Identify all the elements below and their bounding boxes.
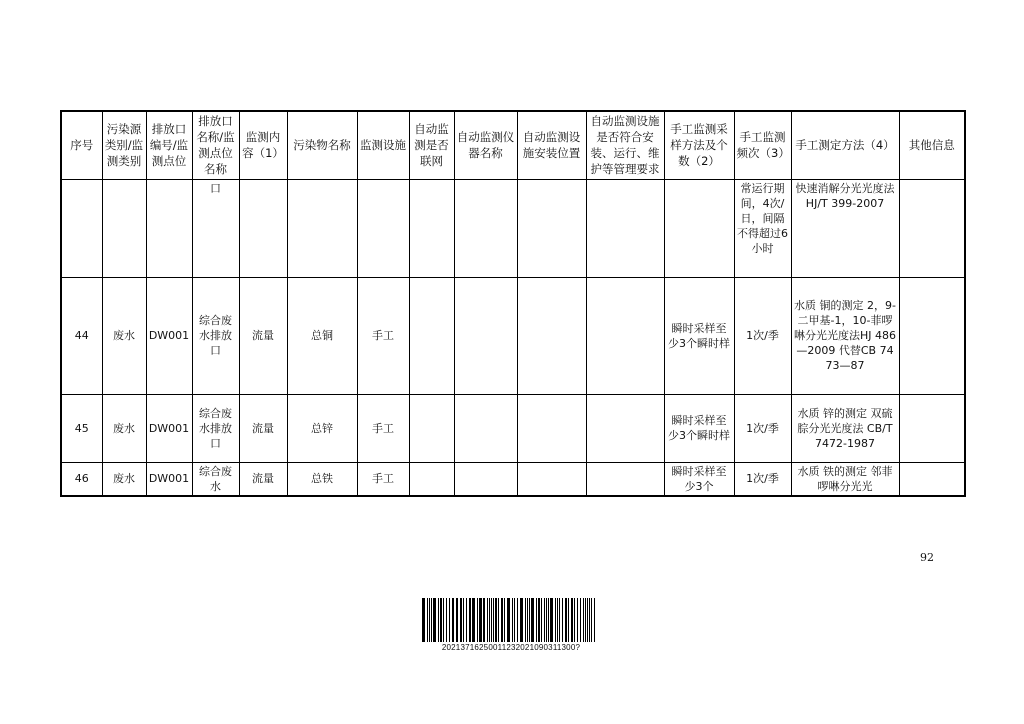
table-cell [517,277,586,394]
table-cell [357,179,409,277]
barcode-bar [571,598,573,642]
barcode-bar [594,598,595,642]
barcode-bar [507,598,510,642]
barcode-bars [420,598,602,642]
barcode-bar [429,598,430,642]
table-cell-method: 水质 铁的测定 邻菲啰啉分光光 [791,462,899,496]
table-row [61,462,965,496]
table-cell-method: 水质 锌的测定 双硫腙分光光度法 CB/T 7472-1987 [791,394,899,462]
header-row [61,111,965,179]
table-cell [454,462,517,496]
table-cell-category: 废水 [102,277,146,394]
barcode-bar [495,598,497,642]
table-cell [517,179,586,277]
table-cell-frequency: 1次/季 [734,394,791,462]
barcode-bar [479,598,482,642]
barcode-bar [562,598,563,642]
table-cell-no: 45 [61,394,102,462]
table-cell [586,179,664,277]
barcode-bar [440,598,442,642]
table-cell-other [899,277,965,394]
table-row [61,394,965,462]
barcode-bar [491,598,492,642]
barcode-bar [544,598,545,642]
table-cell [899,179,965,277]
header-cell: 监测内容（1） [239,111,287,179]
barcode-bar [577,598,578,642]
header-cell: 手工监测频次（3） [734,111,791,179]
barcode-bar [527,598,528,642]
barcode-bar [433,598,436,642]
barcode-bar [514,598,515,642]
header-cell: 序号 [61,111,102,179]
table-cell-outlet-name: 综合废水 [192,462,239,496]
barcode-bar [463,598,464,642]
table-cell [409,394,454,462]
barcode-bar [472,598,475,642]
page-number: 92 [920,551,934,564]
monitoring-table [60,110,966,497]
table-cell-frequency: 常运行期间，4次/日，间隔不得超过6小时 [734,179,791,277]
header-cell: 排放口编号/监测点位 [146,111,192,179]
barcode-bar [501,598,503,642]
table-cell-sampling: 瞬时采样至少3个瞬时样 [664,277,734,394]
table-cell [409,277,454,394]
table-cell [146,179,192,277]
table-cell [409,179,454,277]
barcode-bar [469,598,471,642]
table-row [61,277,965,394]
barcode-bar [536,598,537,642]
barcode-bar [422,598,425,642]
table-cell-other [899,394,965,462]
barcode-bar [546,598,547,642]
barcode-bar [504,598,505,642]
table-cell-content: 流量 [239,462,287,496]
header-cell: 手工测定方法（4） [791,111,899,179]
table-cell [454,394,517,462]
barcode-bar [493,598,494,642]
barcode-bar [538,598,540,642]
table-cell [61,179,102,277]
header-cell: 其他信息 [899,111,965,179]
barcode-bar [512,598,513,642]
barcode-bar [483,598,485,642]
barcode-bar [589,598,590,642]
barcode-bar [529,598,530,642]
table-cell-outlet-code: DW001 [146,462,192,496]
table-cell-method: 快速消解分光光度法 HJ/T 399-2007 [791,179,899,277]
barcode-bar [456,598,458,642]
table-cell-outlet-code: DW001 [146,277,192,394]
table-cell-outlet-name: 综合废水排放口 [192,394,239,462]
table-cell-content: 流量 [239,394,287,462]
barcode-bar [557,598,558,642]
table-row-continuation [61,179,965,277]
barcode-bar [565,598,567,642]
barcode-bar [438,598,439,642]
barcode-bar [591,598,592,642]
barcode-bar [585,598,586,642]
barcode-bar [477,598,478,642]
barcode-bar [587,598,588,642]
table-cell-no: 46 [61,462,102,496]
barcode-bar [559,598,560,642]
table-cell-pollutant: 总铜 [287,277,357,394]
barcode-bar [550,598,553,642]
table-cell-category: 废水 [102,394,146,462]
table-cell-method: 水质 铜的测定 2，9-二甲基-1，10-菲啰啉分光光度法HJ 486—2009 代替CB 7473—87 [791,277,899,394]
barcode-bar [466,598,467,642]
barcode-bar [583,598,584,642]
barcode-bar [452,598,454,642]
table-cell-category: 废水 [102,462,146,496]
table-cell [586,394,664,462]
barcode-bar [568,598,569,642]
barcode-bar [489,598,490,642]
barcode-bar [531,598,534,642]
table-cell [664,179,734,277]
header-cell: 自动监测仪器名称 [454,111,517,179]
table-cell-outlet-name: 综合废水排放口 [192,277,239,394]
barcode-bar [525,598,526,642]
table-cell-frequency: 1次/季 [734,277,791,394]
table-cell-facility: 手工 [357,277,409,394]
table-cell-sampling: 瞬时采样至少3个瞬时样 [664,394,734,462]
table-cell [287,179,357,277]
table-cell [239,179,287,277]
table-cell-facility: 手工 [357,462,409,496]
barcode-bar [446,598,447,642]
header-cell: 自动监测设施是否符合安装、运行、维护等管理要求 [586,111,664,179]
table-cell [517,462,586,496]
barcode-bar [498,598,499,642]
barcode-bar [431,598,432,642]
barcode-bar [449,598,450,642]
table-cell-no: 44 [61,277,102,394]
header-cell: 排放口名称/监测点位名称 [192,111,239,179]
table-cell-pollutant: 总铁 [287,462,357,496]
header-cell: 监测设施 [357,111,409,179]
table-cell-other [899,462,965,496]
header-cell: 污染物名称 [287,111,357,179]
header-cell: 污染源类别/监测类别 [102,111,146,179]
table-cell-outlet-code: DW001 [146,394,192,462]
barcode-bar [487,598,488,642]
table-cell-facility: 手工 [357,394,409,462]
table-cell-frequency: 1次/季 [734,462,791,496]
table-cell [586,462,664,496]
table-cell [454,277,517,394]
barcode-bar [541,598,542,642]
barcode-bar [555,598,556,642]
barcode [420,598,602,642]
barcode-bar [520,598,523,642]
table-cell-content: 流量 [239,277,287,394]
table-cell [517,394,586,462]
header-cell: 手工监测采样方法及个数（2） [664,111,734,179]
table-cell-outlet-name: 口 [192,179,239,277]
table-cell [102,179,146,277]
table-cell [454,179,517,277]
barcode-bar [580,598,581,642]
table-cell-sampling: 瞬时采样至少3个 [664,462,734,496]
barcode-bar [443,598,444,642]
header-cell: 自动监测设施安装位置 [517,111,586,179]
barcode-number: 20213716250011232021090311300? [441,643,581,652]
table-cell-pollutant: 总锌 [287,394,357,462]
barcode-bar [548,598,549,642]
barcode-bar [460,598,462,642]
barcode-bar [427,598,428,642]
barcode-bar [574,598,575,642]
table-cell [409,462,454,496]
header-cell: 自动监测是否联网 [409,111,454,179]
table-cell [586,277,664,394]
barcode-bar [517,598,518,642]
